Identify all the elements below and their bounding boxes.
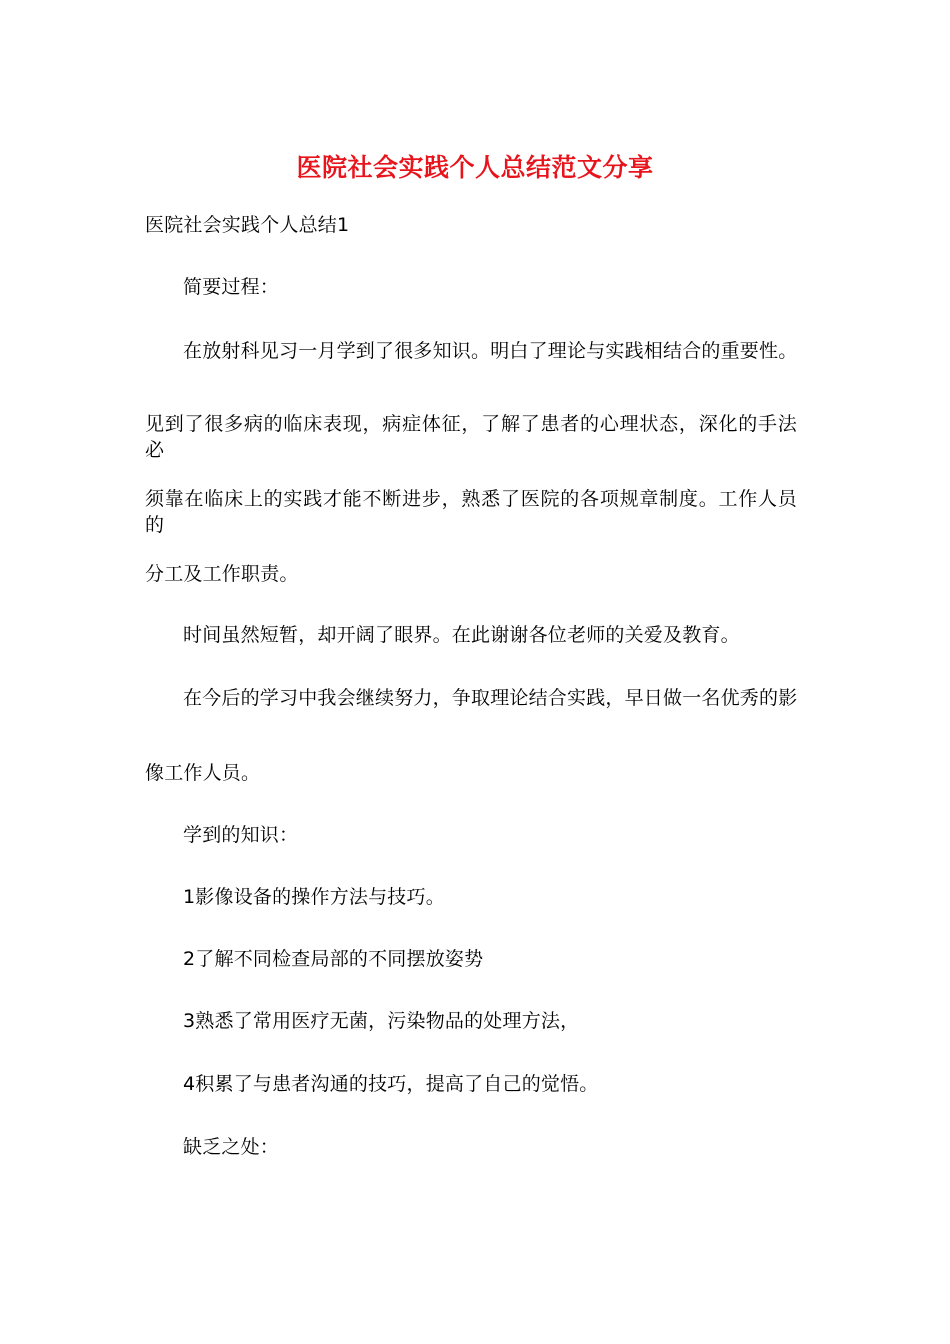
paragraph-line: 见到了很多病的临床表现，病症体征，了解了患者的心理状态，深化的手法必	[145, 413, 797, 461]
paragraph-label-shortcomings: 缺乏之处：	[183, 1136, 280, 1158]
paragraph-line: 在今后的学习中我会继续努力，争取理论结合实践，早日做一名优秀的影	[183, 687, 798, 709]
list-item: 4积累了与患者沟通的技巧，提高了自己的觉悟。	[183, 1073, 599, 1095]
paragraph-label-process: 简要过程：	[183, 276, 280, 298]
paragraph-line: 时间虽然短暂，却开阔了眼界。在此谢谢各位老师的关爱及教育。	[183, 624, 740, 646]
list-item: 3熟悉了常用医疗无菌，污染物品的处理方法，	[183, 1010, 580, 1032]
paragraph-line: 须靠在临床上的实践才能不断进步，熟悉了医院的各项规章制度。工作人员的	[145, 488, 797, 536]
paragraph-line: 在放射科见习一月学到了很多知识。明白了理论与实践相结合的重要性。	[183, 340, 798, 362]
paragraph-line: 分工及工作职责。	[145, 563, 299, 585]
paragraph-label-knowledge: 学到的知识：	[183, 824, 299, 846]
paragraph-line: 像工作人员。	[145, 762, 261, 784]
list-item: 1影像设备的操作方法与技巧。	[183, 886, 445, 908]
section-heading: 医院社会实践个人总结1	[145, 214, 350, 236]
document-title: 医院社会实践个人总结范文分享	[296, 153, 654, 182]
list-item: 2了解不同检查局部的不同摆放姿势	[183, 948, 484, 970]
